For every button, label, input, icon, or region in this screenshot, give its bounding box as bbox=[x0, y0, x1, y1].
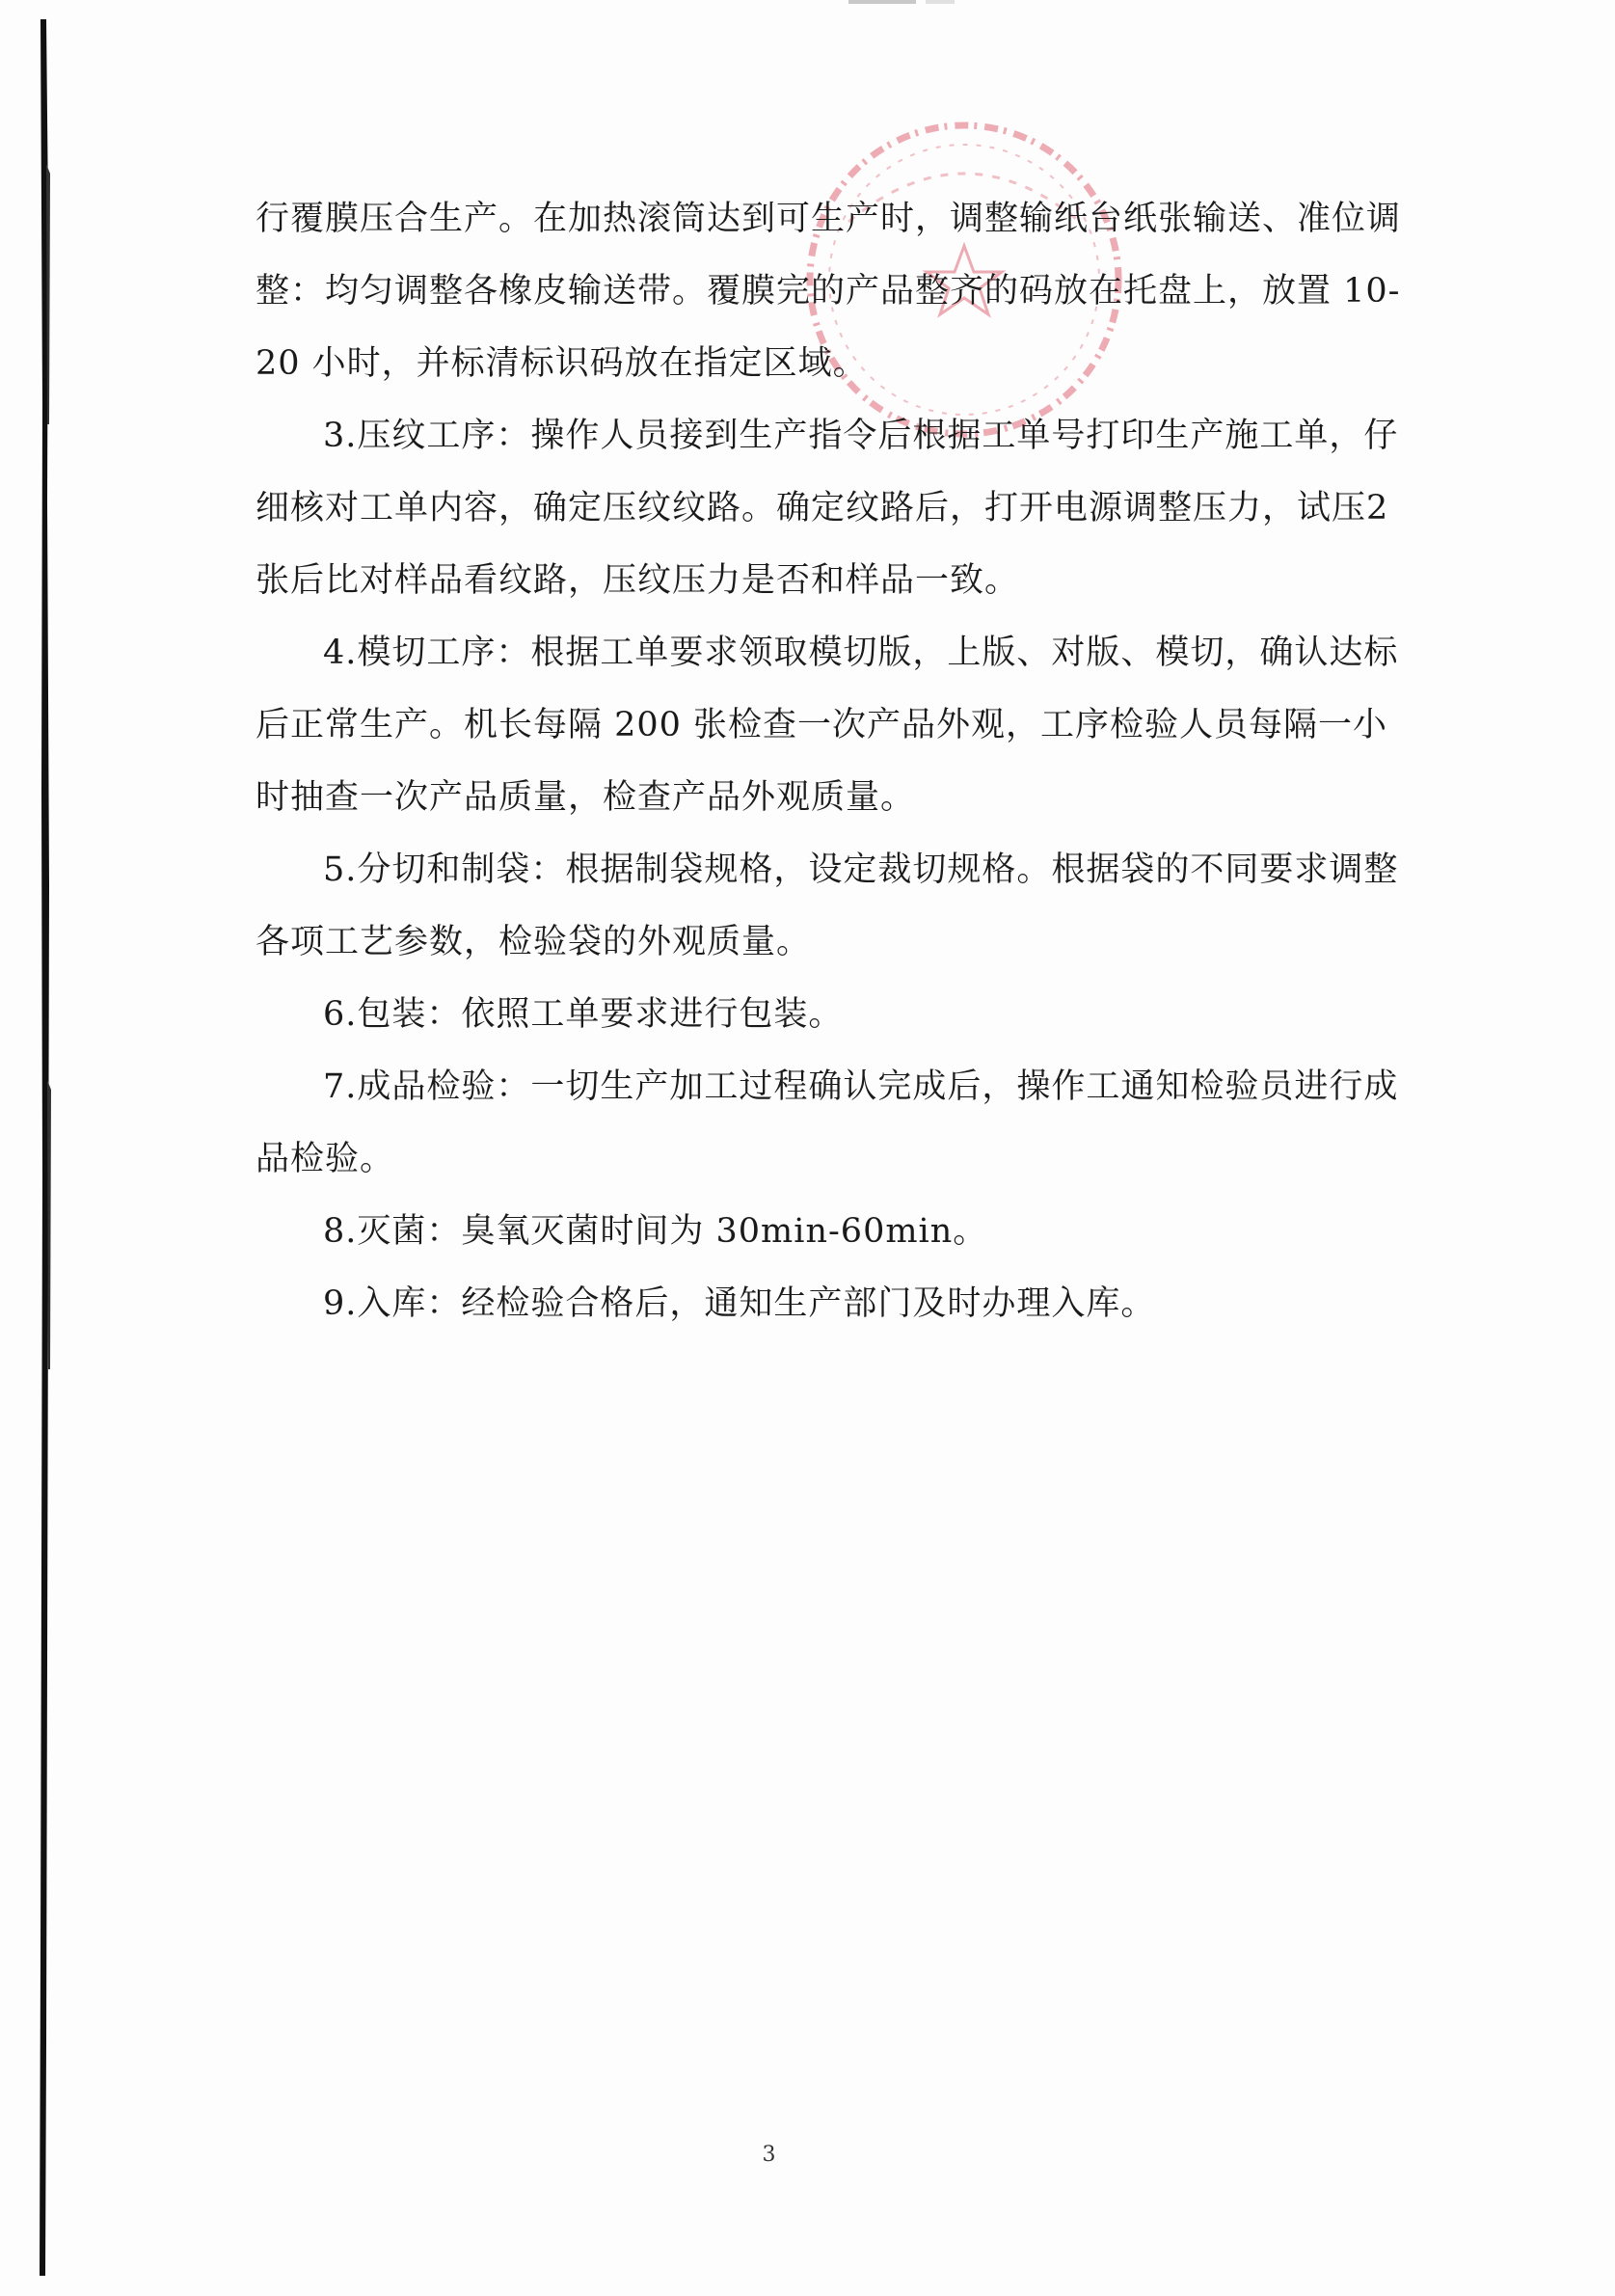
scan-binding-edge bbox=[37, 19, 56, 2276]
paragraph-sterilization: 8.灭菌：臭氧灭菌时间为 30min-60min。 bbox=[323, 1212, 988, 1251]
paragraph-die-cutting: 4.模切工序：根据工单要求领取模切版，上版、对版、模切，确认达标后正常生产。机长每隔 200 张检查一次产品外观，工序检验人员每隔一小时抽查一次产品质量，检查产品外观质量。 bbox=[256, 634, 1399, 817]
paragraph-storage: 9.入库：经检验合格后，通知生产部门及时办理入库。 bbox=[323, 1284, 1156, 1323]
scan-speck bbox=[926, 0, 955, 4]
document-body bbox=[256, 183, 1413, 1340]
page-number: 3 bbox=[762, 2143, 776, 2167]
paragraph-inspection: 7.成品检验：一切生产加工过程确认完成后，操作工通知检验员进行成品检验。 bbox=[256, 1067, 1399, 1178]
paragraph-packing: 6.包装：依照工单要求进行包装。 bbox=[323, 995, 844, 1034]
scan-speck bbox=[848, 0, 916, 4]
paragraph-coating: 行覆膜压合生产。在加热滚筒达到可生产时，调整输纸台纸张输送、准位调整：均匀调整各橡皮输送带。覆膜完的产品整齐的码放在托盘上，放置 10-20 小时，并标清标识码放在指定区域。 bbox=[256, 200, 1402, 383]
paragraph-embossing: 3.压纹工序：操作人员接到生产指令后根据工单号打印生产施工单，仔细核对工单内容，确定压纹纹路。确定纹路后，打开电源调整压力，试压2张后比对样品看纹路，压纹压力是否和样品一致。 bbox=[256, 417, 1399, 600]
paragraph-slitting: 5.分切和制袋：根据制袋规格，设定裁切规格。根据袋的不同要求调整各项工艺参数，检验袋的外观质量。 bbox=[256, 851, 1399, 961]
